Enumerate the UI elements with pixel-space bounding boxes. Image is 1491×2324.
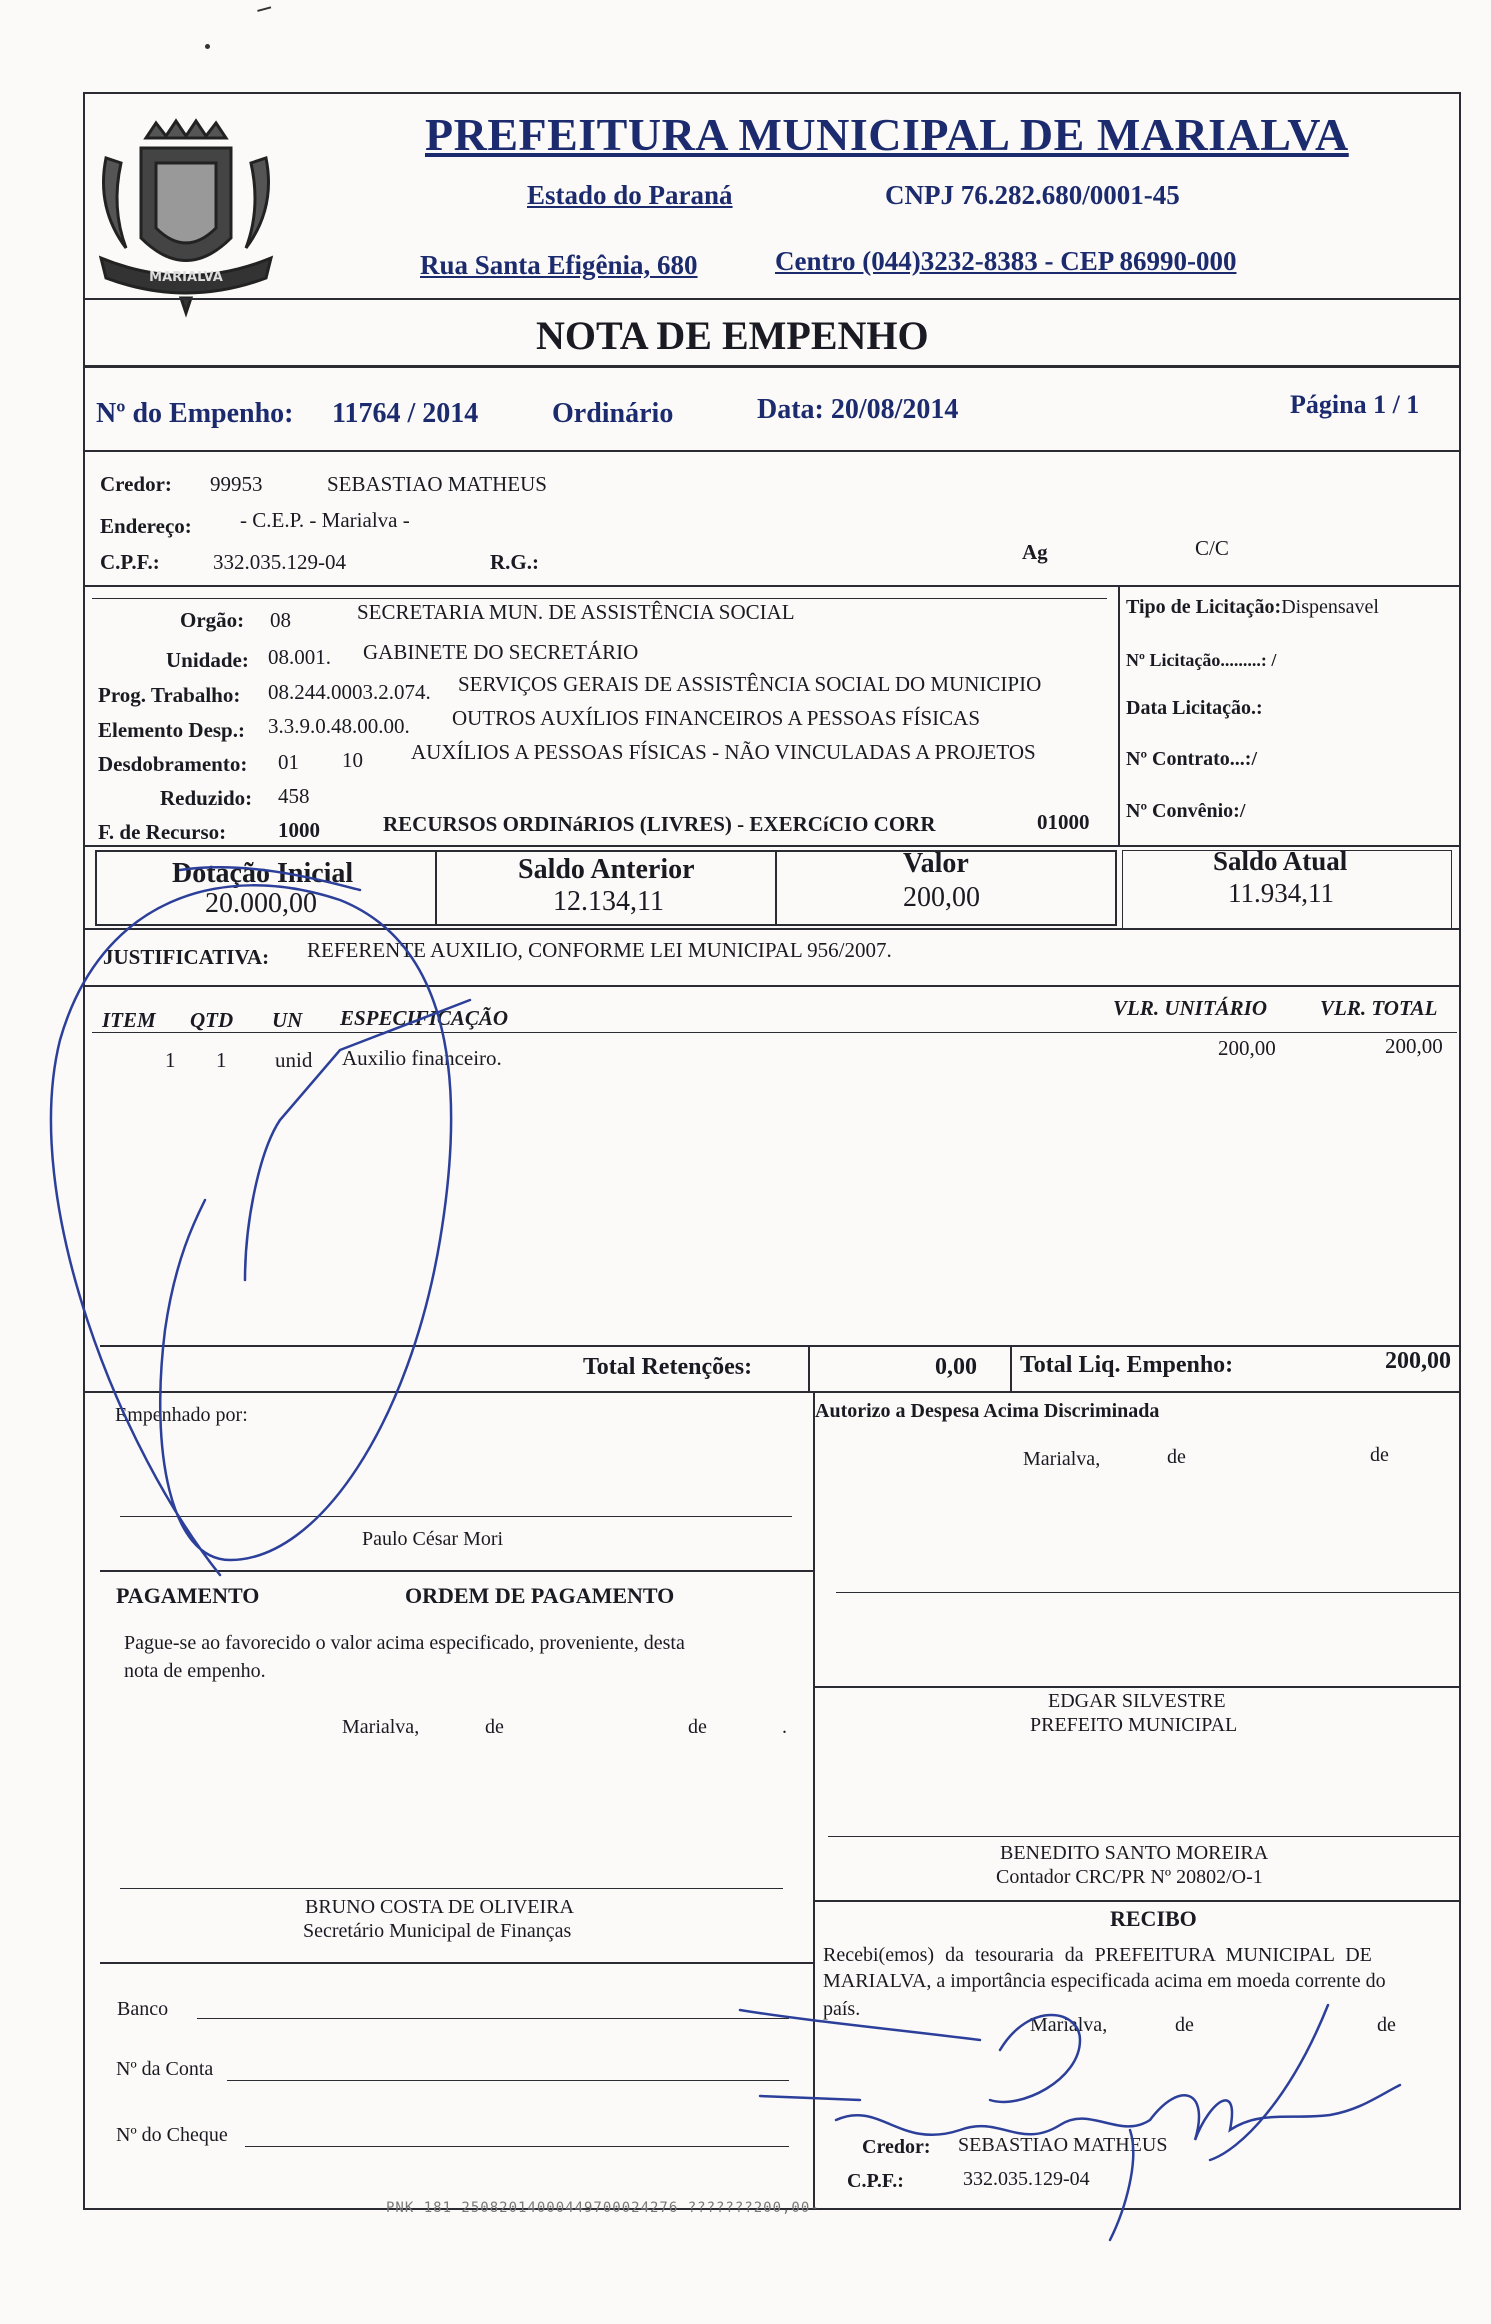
secretario-nome: BRUNO COSTA DE OLIVEIRA [305,1896,574,1918]
cc-label: C/C [1195,536,1229,560]
saldo-anterior-label: Saldo Anterior [518,854,695,885]
banco-label: Banco [117,1998,169,2020]
desdobramento-code1: 01 [278,750,299,774]
saldo-anterior-value: 12.134,11 [553,886,664,917]
coat-of-arms-ribbon-text: MARIALVA [149,270,223,285]
footer-code: PNK 181 25082014000449700024276 ???????200,00- [386,2200,820,2216]
item-row-vlr-total: 200,00 [1385,1034,1443,1058]
vlr-unitario-header: VLR. UNITÁRIO [1113,996,1268,1020]
empenho-date: Data: 20/08/2014 [757,394,959,425]
qtd-header: QTD [190,1008,234,1032]
header-cnpj: CNPJ 76.282.680/0001-45 [885,180,1180,210]
credor-code: 99953 [210,472,263,496]
valor-value: 200,00 [903,882,980,913]
recibo-cpf-value: 332.035.129-04 [963,2168,1090,2190]
ag-label: Ag [1022,540,1048,564]
desdobramento-code2: 10 [342,748,363,772]
recibo-text-3: país. [823,1998,861,2020]
pagamento-local: Marialva, [342,1716,420,1738]
unidade-label: Unidade: [166,648,249,672]
total-liquido-value: 200,00 [1385,1348,1451,1374]
total-retencoes-label: Total Retenções: [583,1354,753,1380]
empenhado-nome: Paulo César Mori [362,1528,504,1550]
pagamento-de-1: de [485,1716,504,1738]
licitacao-tipo-value: Dispensavel [1281,596,1379,618]
pagamento-text-1: Pague-se ao favorecido o valor acima especificado, proveniente, desta [124,1632,685,1654]
pagamento-ponto: . [782,1716,787,1738]
unidade-value: GABINETE DO SECRETÁRIO [363,640,639,664]
recibo-de-1: de [1175,2014,1194,2036]
contrato-number: Nº Contrato...:/ [1126,748,1258,770]
credor-name: SEBASTIAO MATHEUS [327,472,547,496]
item-row-vlr-unitario: 200,00 [1218,1036,1276,1060]
empenhado-label: Empenhado por: [115,1404,248,1426]
desdobramento-label: Desdobramento: [98,752,248,776]
licitacao-tipo-label-text: Tipo de Licitação: [1126,596,1282,618]
total-retencoes-value: 0,00 [935,1354,977,1380]
reduzido-value: 458 [278,784,310,808]
licitacao-number: Nº Licitação.........: / [1126,650,1277,670]
prefeito-cargo: PREFEITO MUNICIPAL [1030,1714,1238,1736]
autorizo-de-2: de [1370,1444,1389,1466]
recibo-label: RECIBO [1110,1906,1197,1931]
header-address: Rua Santa Efigênia, 680 [420,250,698,280]
licitacao-date: Data Licitação.: [1126,697,1263,719]
credor-label: Credor: [100,472,172,496]
elemento-code: 3.3.9.0.48.00.00. [268,714,410,738]
item-row-especificacao: Auxilio financeiro. [342,1046,502,1070]
prog-code: 08.244.0003.2.074. [268,680,431,704]
total-liquido-label: Total Liq. Empenho: [1020,1352,1234,1378]
item-row-un: unid [275,1048,313,1072]
autorizo-local: Marialva, [1023,1448,1101,1470]
dotacao-label: Dotação Inicial [172,858,354,889]
recibo-local: Marialva, [1030,2014,1108,2036]
empenho-type: Ordinário [552,398,674,429]
un-header: UN [272,1008,303,1032]
page-number: Página 1 / 1 [1290,390,1420,419]
pagamento-text-2: nota de empenho. [124,1660,266,1682]
item-row-item: 1 [165,1048,176,1072]
document-title: NOTA DE EMPENHO [536,313,929,358]
orgao-value: SECRETARIA MUN. DE ASSISTÊNCIA SOCIAL [357,600,795,624]
recibo-credor-name: SEBASTIAO MATHEUS [958,2134,1168,2156]
header-title: PREFEITURA MUNICIPAL DE MARIALVA [425,109,1349,160]
autorizo-de-1: de [1167,1446,1186,1468]
ordem-pagamento-label: ORDEM DE PAGAMENTO [405,1583,675,1608]
recurso-code2: 01000 [1037,810,1090,834]
justificativa-text: REFERENTE AUXILIO, CONFORME LEI MUNICIPAL 956/2007. [307,938,892,962]
recurso-label: F. de Recurso: [98,820,227,844]
header-contact: Centro (044)3232-8383 - CEP 86990-000 [775,246,1237,276]
recibo-text-2: MARIALVA, a importância especificada acima em moeda corrente do [823,1970,1386,1992]
recibo-cpf-label: C.P.F.: [847,2170,904,2192]
dotacao-value: 20.000,00 [205,888,317,919]
rg-label: R.G.: [490,550,539,574]
header-estado: Estado do Paraná [527,180,733,210]
pagamento-de-2: de [688,1716,707,1738]
orgao-label: Orgão: [180,608,245,632]
prefeito-nome: EDGAR SILVESTRE [1048,1690,1226,1712]
item-row-qtd: 1 [216,1048,227,1072]
endereco-value: - C.E.P. - Marialva - [240,508,410,532]
desdobramento-value: AUXÍLIOS A PESSOAS FÍSICAS - NÃO VINCULADAS A PROJETOS [411,740,1036,764]
conta-label: Nº da Conta [116,2058,214,2080]
recibo-de-2: de [1377,2014,1396,2036]
recibo-text-1: Recebi(emos) da tesouraria da PREFEITURA MUNICIPAL DE [823,1944,1372,1966]
autorizo-label: Autorizo a Despesa Acima Discriminada [815,1400,1160,1422]
contador-cargo: Contador CRC/PR Nº 20802/O-1 [996,1866,1263,1888]
empenho-number-label: Nº do Empenho: [96,398,294,429]
prog-label: Prog. Trabalho: [98,683,241,707]
justificativa-label: JUSTIFICATIVA: [103,945,270,969]
unidade-code: 08.001. [268,645,331,669]
recurso-value: RECURSOS ORDINáRIOS (LIVRES) - EXERCíCIO CORR [383,812,936,836]
secretario-cargo: Secretário Municipal de Finanças [303,1920,572,1942]
convenio-number: Nº Convênio:/ [1126,800,1246,822]
especificacao-header: ESPECIFICAÇÃO [340,1006,509,1030]
cpf-label: C.P.F.: [100,550,160,574]
pagamento-label: PAGAMENTO [116,1583,260,1608]
recibo-credor-label: Credor: [862,2136,931,2158]
empenho-number: 11764 / 2014 [332,398,479,429]
cheque-label: Nº do Cheque [116,2124,228,2146]
recurso-code: 1000 [278,818,320,842]
saldo-atual-value: 11.934,11 [1228,878,1334,908]
orgao-code: 08 [270,608,291,632]
item-header: ITEM [102,1008,156,1032]
contador-nome: BENEDITO SANTO MOREIRA [1000,1842,1269,1864]
prog-value: SERVIÇOS GERAIS DE ASSISTÊNCIA SOCIAL DO MUNICIPIO [458,672,1042,696]
reduzido-label: Reduzido: [160,786,253,810]
elemento-value: OUTROS AUXÍLIOS FINANCEIROS A PESSOAS FÍSICAS [452,706,981,730]
saldo-atual-label: Saldo Atual [1213,846,1348,876]
endereco-label: Endereço: [100,514,192,538]
cpf-value: 332.035.129-04 [213,550,346,574]
elemento-label: Elemento Desp.: [98,718,245,742]
vlr-total-header: VLR. TOTAL [1320,996,1438,1020]
valor-label: Valor [903,848,969,879]
